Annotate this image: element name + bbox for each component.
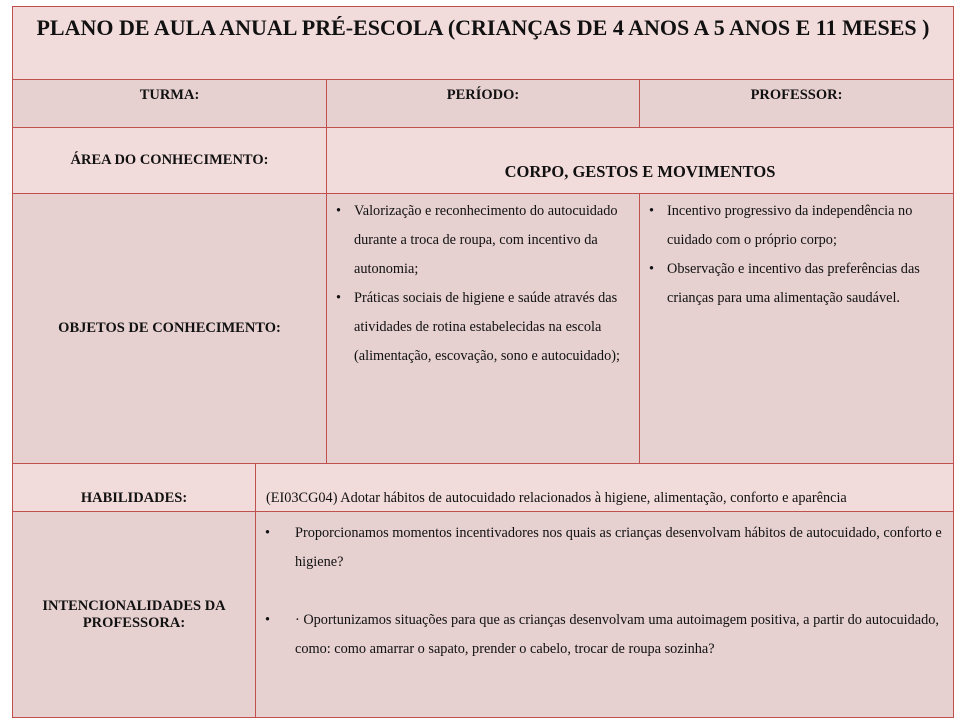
objetos-col2-list	[640, 197, 945, 313]
area-value: CORPO, GESTOS E MOVIMENTOS	[326, 127, 954, 194]
list-item: • Práticas sociais de higiene e saúde através das atividades de rotina estabelecidas na escola (alimentação, escovação, sono e autocuidado);	[327, 284, 631, 371]
list-item: • Incentivo progressivo da independência no cuidado com o próprio corpo;	[640, 197, 945, 255]
plan-title: PLANO DE AULA ANUAL PRÉ-ESCOLA (CRIANÇAS DE 4 ANOS A 5 ANOS E 11 MESES )	[12, 6, 954, 80]
turma-header: TURMA:	[12, 79, 327, 128]
objetos-col2	[639, 193, 954, 464]
intencionalidades-list	[256, 519, 943, 664]
professor-header: PROFESSOR:	[639, 79, 954, 128]
area-label: ÁREA DO CONHECIMENTO:	[12, 127, 327, 194]
list-item: • Valorização e reconhecimento do autocuidado durante a troca de roupa, com incentivo da autonomia;	[327, 197, 631, 284]
habilidades-value: (EI03CG04) Adotar hábitos de autocuidado relacionados à higiene, alimentação, conforto e aparência	[255, 463, 954, 512]
objetos-label: OBJETOS DE CONHECIMENTO:	[12, 193, 327, 464]
habilidades-label: HABILIDADES:	[12, 463, 256, 512]
list-item: • Observação e incentivo das preferências das crianças para uma alimentação saudável.	[640, 255, 945, 313]
intencionalidades-label: INTENCIONALIDADES DA PROFESSORA:	[12, 511, 256, 718]
periodo-header: PERÍODO:	[326, 79, 640, 128]
intencionalidades-content	[255, 511, 954, 718]
objetos-col1	[326, 193, 640, 464]
list-item: • Proporcionamos momentos incentivadores nos quais as crianças desenvolvam hábitos de autocuidado, conforto e higiene?	[256, 519, 943, 577]
objetos-col1-list	[327, 197, 631, 371]
list-item: • · Oportunizamos situações para que as crianças desenvolvam uma autoimagem positiva, a partir do autocuidado, como: como amarrar o sapato, prender o cabelo, trocar de roupa sozinha?	[256, 606, 943, 664]
